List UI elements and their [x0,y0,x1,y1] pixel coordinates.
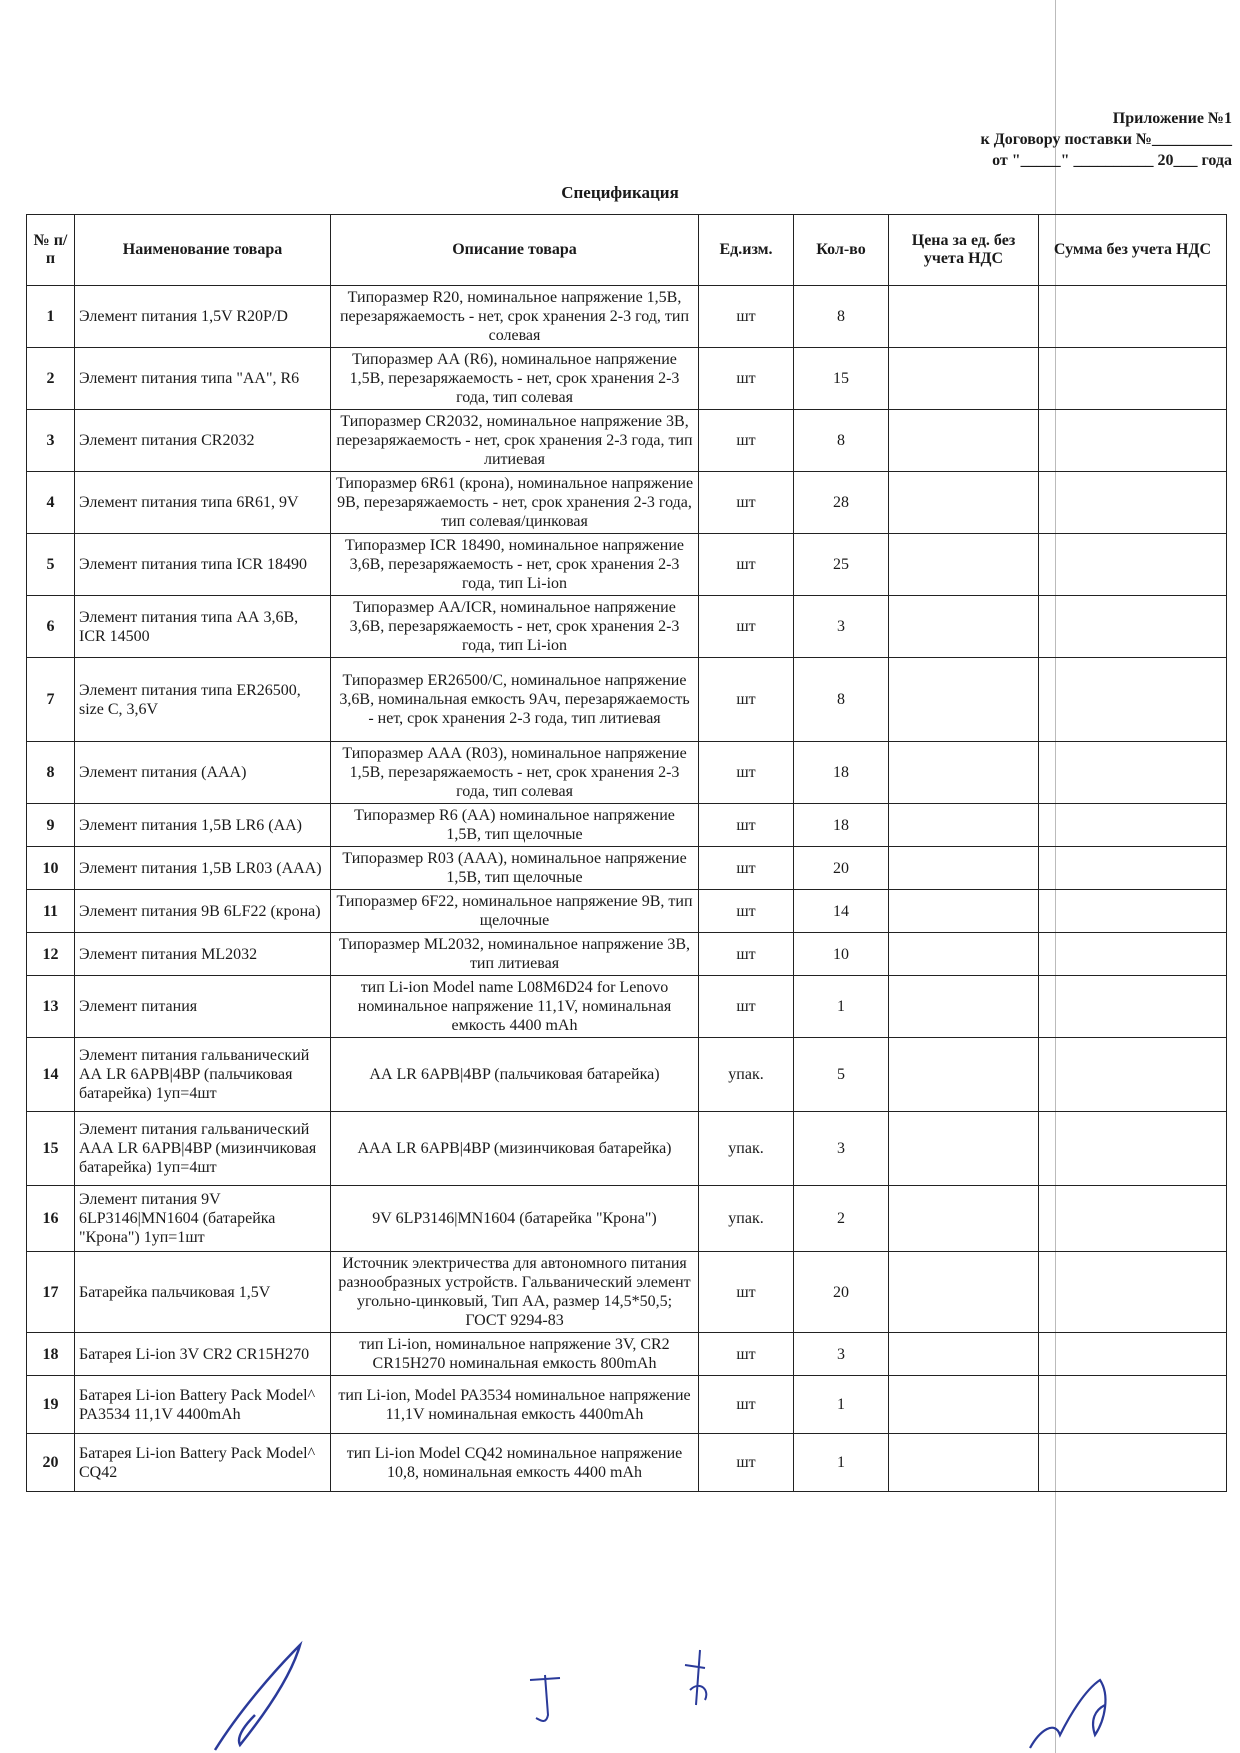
product-description: Типоразмер 6F22, номинальное напряжение 9В, тип щелочные [331,890,699,933]
table-row [27,286,1227,348]
product-description: Типоразмер АА (R6), номинальное напряжение 1,5В, перезаряжаемость - нет, срок хранения 2-3 года, тип солевая [331,348,699,410]
unit-price-cell [889,890,1039,933]
appendix-label: Приложение №1 [1112,110,1232,127]
unit-of-measure: шт [699,1252,794,1333]
unit-price-cell [889,1434,1039,1492]
product-name: Элемент питания типа "АА", R6 [75,348,331,410]
product-name: Элемент питания типа ER26500, size C, 3,6V [75,658,331,742]
unit-price-cell [889,1252,1039,1333]
unit-of-measure: шт [699,410,794,472]
table-body [27,286,1227,1492]
row-number: 3 [27,410,75,472]
unit-price-cell [889,933,1039,976]
unit-of-measure: шт [699,933,794,976]
row-number: 8 [27,742,75,804]
product-description: 9V 6LP3146|MN1604 (батарейка "Крона") [331,1186,699,1252]
row-number: 6 [27,596,75,658]
unit-of-measure: упак. [699,1112,794,1186]
unit-price-cell [889,742,1039,804]
total-cell [1039,847,1227,890]
document-header [942,108,1232,171]
col-header-description: Описание товара [331,215,699,286]
quantity: 18 [794,804,889,847]
unit-price-cell [889,286,1039,348]
unit-of-measure: шт [699,1333,794,1376]
product-name: Элемент питания CR2032 [75,410,331,472]
table-row [27,1376,1227,1434]
signature-4 [1030,1680,1105,1748]
unit-price-cell [889,410,1039,472]
unit-of-measure: упак. [699,1186,794,1252]
unit-of-measure: шт [699,596,794,658]
unit-of-measure: шт [699,804,794,847]
col-header-name: Наименование товара [75,215,331,286]
row-number: 12 [27,933,75,976]
unit-price-cell [889,658,1039,742]
unit-price-cell [889,534,1039,596]
product-name: Элемент питания 9В 6LF22 (крона) [75,890,331,933]
total-cell [1039,410,1227,472]
unit-price-cell [889,1038,1039,1112]
col-header-unit: Ед.изм. [699,215,794,286]
row-number: 9 [27,804,75,847]
total-cell [1039,286,1227,348]
col-header-number: № п/п [27,215,75,286]
table-row [27,933,1227,976]
quantity: 1 [794,1376,889,1434]
product-description: ААА LR 6APB|4BP (мизинчиковая батарейка) [331,1112,699,1186]
unit-price-cell [889,1112,1039,1186]
total-cell [1039,890,1227,933]
total-cell [1039,348,1227,410]
unit-of-measure: шт [699,847,794,890]
unit-of-measure: шт [699,534,794,596]
product-name: Батарея Li-ion 3V CR2 CR15H270 [75,1333,331,1376]
product-description: Типоразмер R03 (ААА), номинальное напряжение 1,5В, тип щелочные [331,847,699,890]
specification-table [26,214,1227,1492]
unit-price-cell [889,804,1039,847]
product-name: Батарейка пальчиковая 1,5V [75,1252,331,1333]
product-name: Элемент питания 9V 6LP3146|MN1604 (батарейка "Крона") 1уп=1шт [75,1186,331,1252]
total-cell [1039,742,1227,804]
signature-1 [215,1645,300,1750]
row-number: 15 [27,1112,75,1186]
quantity: 20 [794,847,889,890]
table-header-row [27,215,1227,286]
product-name: Элемент питания 1,5В LR6 (АА) [75,804,331,847]
table-row [27,890,1227,933]
product-name: Элемент питания ML2032 [75,933,331,976]
product-description: АА LR 6APB|4BP (пальчиковая батарейка) [331,1038,699,1112]
unit-of-measure: шт [699,472,794,534]
product-description: Типоразмер ML2032, номинальное напряжение 3В, тип литиевая [331,933,699,976]
quantity: 28 [794,472,889,534]
quantity: 18 [794,742,889,804]
table-row [27,1038,1227,1112]
table-row [27,804,1227,847]
table-row [27,410,1227,472]
quantity: 3 [794,1112,889,1186]
row-number: 20 [27,1434,75,1492]
quantity: 1 [794,1434,889,1492]
quantity: 3 [794,1333,889,1376]
quantity: 25 [794,534,889,596]
unit-of-measure: шт [699,286,794,348]
product-name: Элемент питания [75,976,331,1038]
unit-price-cell [889,976,1039,1038]
table-row [27,1333,1227,1376]
product-name: Батарея Li-ion Battery Pack Model^ CQ42 [75,1434,331,1492]
table-row [27,1186,1227,1252]
total-cell [1039,1112,1227,1186]
row-number: 2 [27,348,75,410]
quantity: 15 [794,348,889,410]
quantity: 10 [794,933,889,976]
product-name: Элемент питания типа АА 3,6В, ICR 14500 [75,596,331,658]
product-description: Типоразмер R20, номинальное напряжение 1,5В, перезаряжаемость - нет, срок хранения 2-3 год, тип солевая [331,286,699,348]
quantity: 8 [794,658,889,742]
col-header-total: Сумма без учета НДС [1039,215,1227,286]
total-cell [1039,933,1227,976]
unit-price-cell [889,847,1039,890]
row-number: 1 [27,286,75,348]
quantity: 8 [794,286,889,348]
row-number: 18 [27,1333,75,1376]
table-row [27,472,1227,534]
total-cell [1039,1333,1227,1376]
quantity: 5 [794,1038,889,1112]
total-cell [1039,534,1227,596]
product-description: Типоразмер ICR 18490, номинальное напряжение 3,6В, перезаряжаемость - нет, срок хранения 2-3 года, тип Li-ion [331,534,699,596]
signature-2 [530,1675,560,1721]
unit-of-measure: шт [699,742,794,804]
row-number: 17 [27,1252,75,1333]
document-title: Спецификация [561,183,679,202]
total-cell [1039,1376,1227,1434]
product-description: Источник электричества для автономного питания разнообразных устройств. Гальванический элемент угольно-цинковый, Тип АА, размер 14,5*50,5; ГОСТ 9294-83 [331,1252,699,1333]
unit-of-measure: шт [699,890,794,933]
total-cell [1039,596,1227,658]
unit-price-cell [889,1376,1039,1434]
row-number: 19 [27,1376,75,1434]
row-number: 7 [27,658,75,742]
signatures-area [0,1620,1240,1753]
quantity: 3 [794,596,889,658]
product-name: Элемент питания типа 6R61, 9V [75,472,331,534]
unit-of-measure: шт [699,1376,794,1434]
total-cell [1039,804,1227,847]
product-description: тип Li-ion Model name L08M6D24 for Lenovo номинальное напряжение 11,1V, номинальная емкость 4400 mAh [331,976,699,1038]
total-cell [1039,1434,1227,1492]
unit-of-measure: шт [699,348,794,410]
product-description: тип Li-ion Model CQ42 номинальное напряжение 10,8, номинальная емкость 4400 mAh [331,1434,699,1492]
total-cell [1039,658,1227,742]
quantity: 2 [794,1186,889,1252]
row-number: 16 [27,1186,75,1252]
product-description: Типоразмер CR2032, номинальное напряжение 3В, перезаряжаемость - нет, срок хранения 2-3 года, тип литиевая [331,410,699,472]
table-row [27,596,1227,658]
total-cell [1039,1038,1227,1112]
product-description: тип Li-ion, номинальное напряжение 3V, CR2 CR15H270 номинальная емкость 800mAh [331,1333,699,1376]
table-row [27,1112,1227,1186]
total-cell [1039,1252,1227,1333]
quantity: 20 [794,1252,889,1333]
product-name: Элемент питания 1,5В LR03 (ААА) [75,847,331,890]
product-description: Типоразмер ER26500/С, номинальное напряжение 3,6В, номинальная емкость 9Ач, перезаряжаемость - нет, срок хранения 2-3 года, тип литиевая [331,658,699,742]
table-row [27,534,1227,596]
row-number: 10 [27,847,75,890]
product-description: Типоразмер АА/ICR, номинальное напряжение 3,6В, перезаряжаемость - нет, срок хранения 2-3 года, тип Li-ion [331,596,699,658]
product-name: Элемент питания гальванический ААА LR 6APB|4BP (мизинчиковая батарейка) 1уп=4шт [75,1112,331,1186]
quantity: 14 [794,890,889,933]
product-description: Типоразмер ААА (R03), номинальное напряжение 1,5В, перезаряжаемость - нет, срок хранения 2-3 года, тип солевая [331,742,699,804]
col-header-unit-price: Цена за ед. без учета НДС [889,215,1039,286]
table-row [27,1252,1227,1333]
row-number: 5 [27,534,75,596]
product-description: Типоразмер R6 (АА) номинальное напряжение 1,5В, тип щелочные [331,804,699,847]
table-row [27,847,1227,890]
signature-3 [685,1650,706,1705]
unit-price-cell [889,348,1039,410]
unit-of-measure: шт [699,976,794,1038]
row-number: 14 [27,1038,75,1112]
unit-price-cell [889,1333,1039,1376]
unit-price-cell [889,1186,1039,1252]
product-name: Элемент питания (ААА) [75,742,331,804]
product-name: Элемент питания типа ICR 18490 [75,534,331,596]
unit-of-measure: шт [699,1434,794,1492]
row-number: 4 [27,472,75,534]
quantity: 8 [794,410,889,472]
table-row [27,658,1227,742]
date-line: от "_____" __________ 20___ года [992,152,1232,169]
unit-price-cell [889,472,1039,534]
product-name: Элемент питания 1,5V R20P/D [75,286,331,348]
product-description: Типоразмер 6R61 (крона), номинальное напряжение 9В, перезаряжаемость - нет, срок хранения 2-3 года, тип солевая/цинковая [331,472,699,534]
table-row [27,348,1227,410]
table-row [27,742,1227,804]
contract-line: к Договору поставки №__________ [980,131,1232,148]
unit-of-measure: упак. [699,1038,794,1112]
total-cell [1039,1186,1227,1252]
unit-price-cell [889,596,1039,658]
product-name: Элемент питания гальванический АА LR 6APB|4BP (пальчиковая батарейка) 1уп=4шт [75,1038,331,1112]
table-row [27,1434,1227,1492]
row-number: 13 [27,976,75,1038]
product-name: Батарея Li-ion Battery Pack Model^ PA3534 11,1V 4400mAh [75,1376,331,1434]
row-number: 11 [27,890,75,933]
total-cell [1039,472,1227,534]
product-description: тип Li-ion, Model PA3534 номинальное напряжение 11,1V номинальная емкость 4400mAh [331,1376,699,1434]
table-row [27,976,1227,1038]
quantity: 1 [794,976,889,1038]
unit-of-measure: шт [699,658,794,742]
total-cell [1039,976,1227,1038]
col-header-quantity: Кол-во [794,215,889,286]
